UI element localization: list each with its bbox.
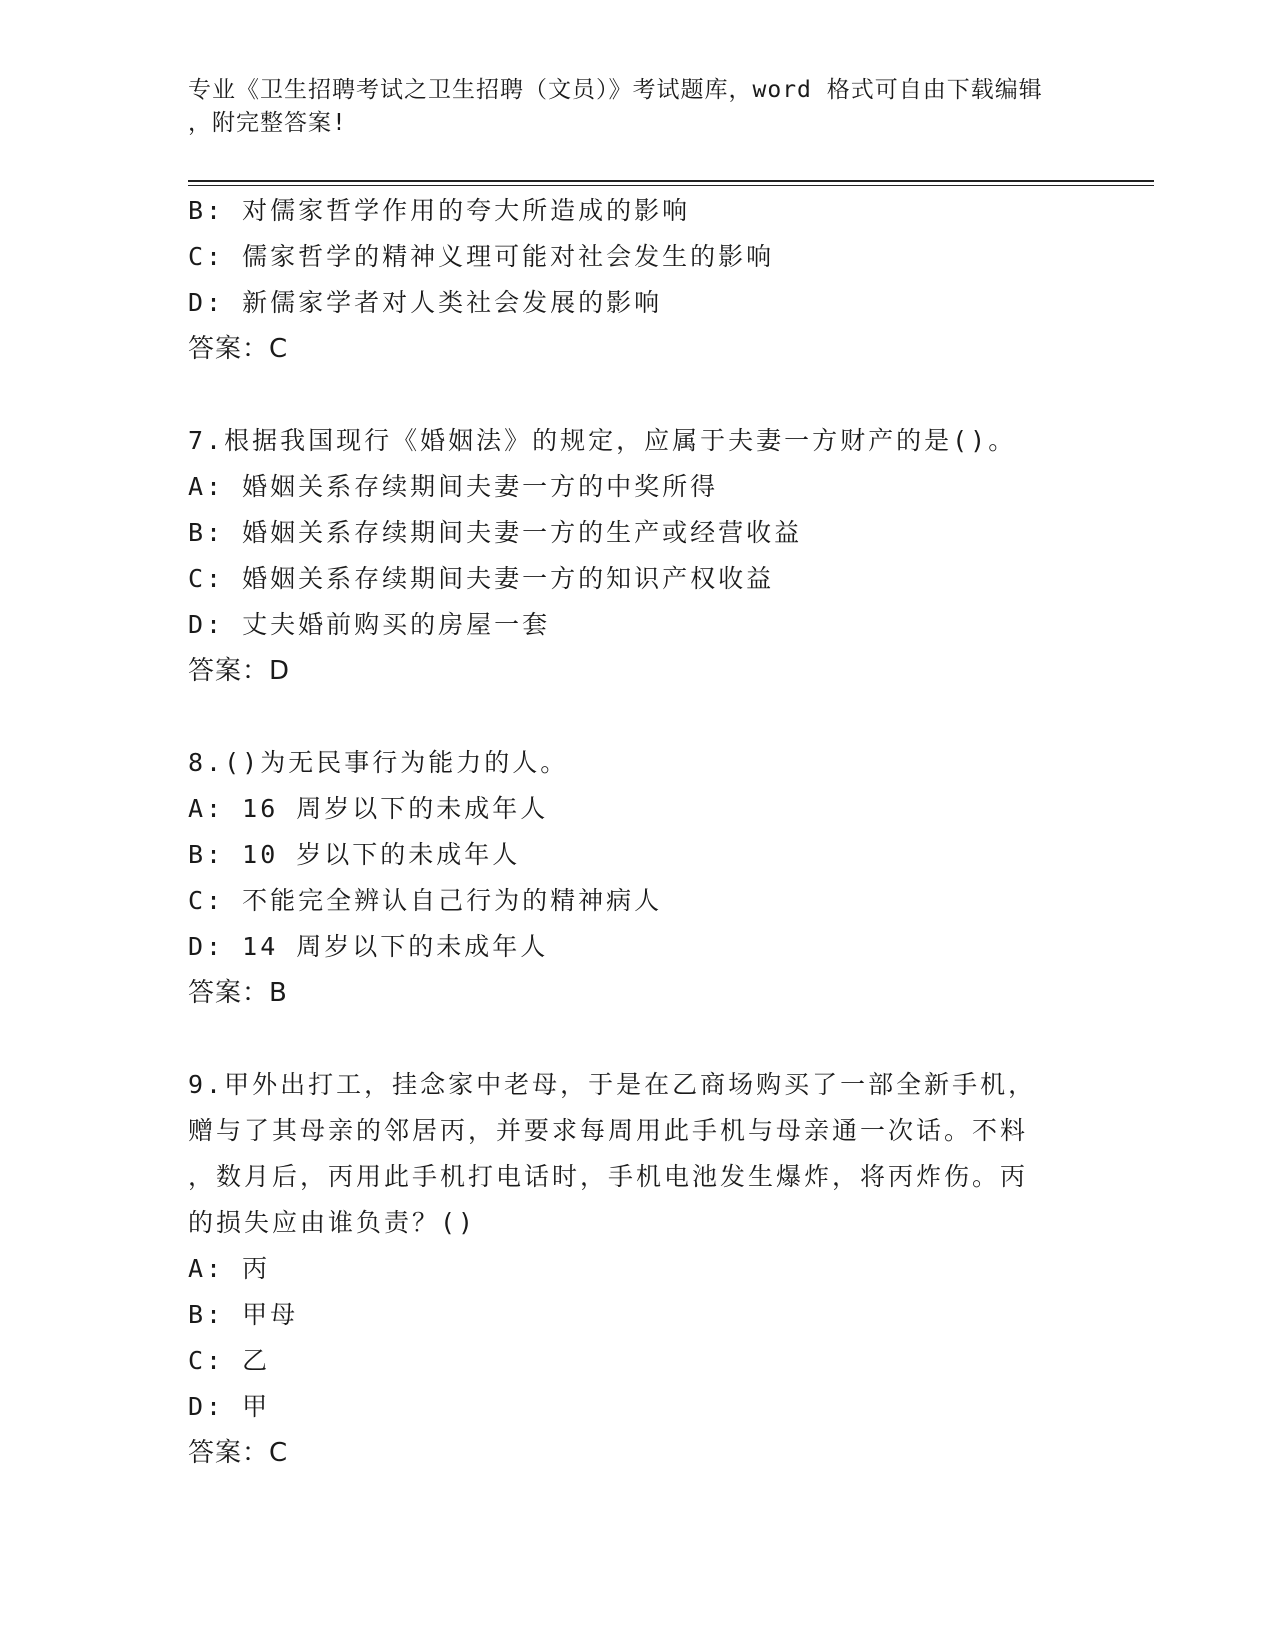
question-stem: 8.()为无民事行为能力的人。 bbox=[188, 748, 569, 777]
option-c: C: 儒家哲学的精神义理可能对社会发生的影响 bbox=[188, 242, 775, 271]
question-block bbox=[188, 418, 1088, 694]
option-d: D: 甲 bbox=[188, 1392, 271, 1421]
option-d: D: 丈夫婚前购买的房屋一套 bbox=[188, 610, 551, 639]
header-divider bbox=[188, 180, 1154, 186]
option-c: C: 不能完全辨认自己行为的精神病人 bbox=[188, 886, 663, 915]
spacer bbox=[188, 694, 1088, 740]
question-block bbox=[188, 188, 1088, 372]
question-stem-line: 的损失应由谁负责？() bbox=[188, 1208, 477, 1237]
question-list bbox=[188, 188, 1088, 1476]
option-d: D: 新儒家学者对人类社会发展的影响 bbox=[188, 288, 663, 317]
option-a: A: 16 周岁以下的未成年人 bbox=[188, 794, 549, 823]
option-b: B: 10 岁以下的未成年人 bbox=[188, 840, 521, 869]
question-block bbox=[188, 740, 1088, 1016]
question-stem-line: 9.甲外出打工，挂念家中老母，于是在乙商场购买了一部全新手机， bbox=[188, 1070, 1037, 1099]
header-line-2: ，附完整答案! bbox=[188, 110, 347, 136]
answer-label: 答案：C bbox=[188, 1438, 289, 1468]
question-block bbox=[188, 1062, 1088, 1476]
option-a: A: 婚姻关系存续期间夫妻一方的中奖所得 bbox=[188, 472, 719, 501]
option-d: D: 14 周岁以下的未成年人 bbox=[188, 932, 549, 961]
header-line-1: 专业《卫生招聘考试之卫生招聘（文员）》考试题库，word 格式可自由下载编辑 bbox=[188, 77, 1043, 103]
spacer bbox=[188, 372, 1088, 418]
option-b: B: 甲母 bbox=[188, 1300, 299, 1329]
option-c: C: 乙 bbox=[188, 1346, 271, 1375]
question-stem-line: 赠与了其母亲的邻居丙，并要求每周用此手机与母亲通一次话。不料 bbox=[188, 1116, 1029, 1145]
answer-label: 答案：C bbox=[188, 334, 289, 364]
option-a: A: 丙 bbox=[188, 1254, 271, 1283]
answer-label: 答案：B bbox=[188, 978, 288, 1008]
question-stem-line: ，数月后，丙用此手机打电话时，手机电池发生爆炸，将丙炸伤。丙 bbox=[188, 1162, 1029, 1191]
option-c: C: 婚姻关系存续期间夫妻一方的知识产权收益 bbox=[188, 564, 775, 593]
answer-label: 答案：D bbox=[188, 656, 291, 686]
option-b: B: 对儒家哲学作用的夸大所造成的影响 bbox=[188, 196, 691, 225]
option-b: B: 婚姻关系存续期间夫妻一方的生产或经营收益 bbox=[188, 518, 803, 547]
question-stem: 7.根据我国现行《婚姻法》的规定，应属于夫妻一方财产的是()。 bbox=[188, 426, 1017, 455]
document-header bbox=[188, 74, 1088, 140]
spacer bbox=[188, 1016, 1088, 1062]
